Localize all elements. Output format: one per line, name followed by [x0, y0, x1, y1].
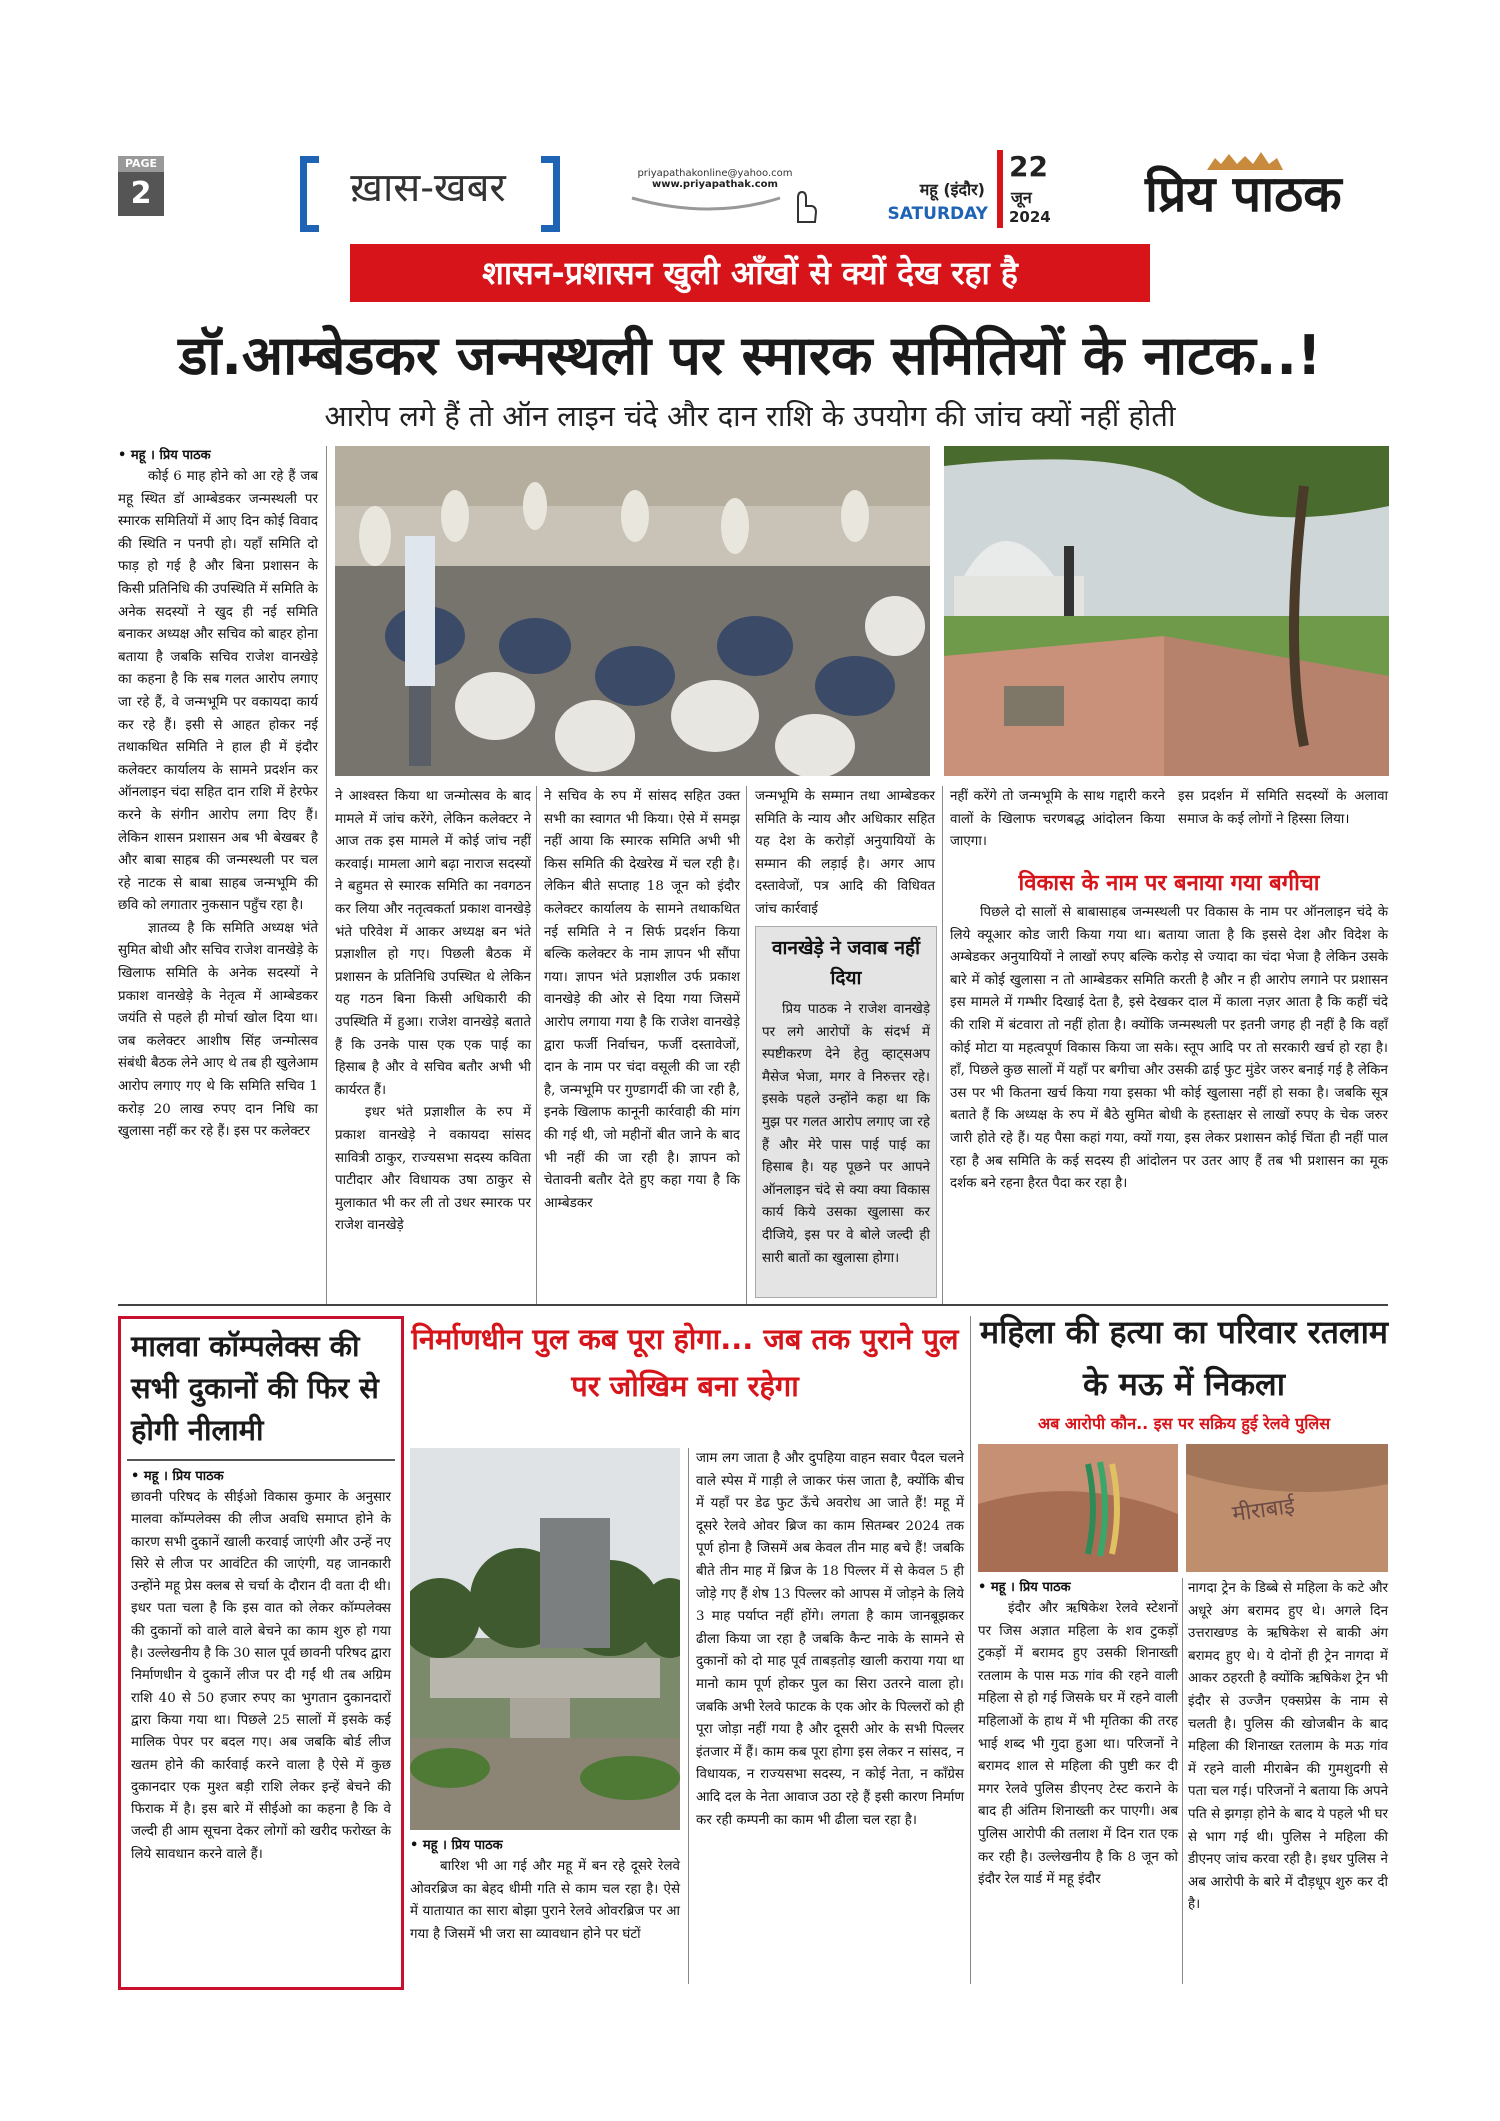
weekday-label: SATURDAY: [887, 204, 988, 224]
col-rule: [1182, 1578, 1183, 1984]
kicker-bar: [350, 244, 1150, 302]
logo: [1145, 150, 1395, 230]
lead-headline: डॉ.आम्बेडकर जन्मस्थली पर स्मारक समितियों के नाटक..!: [178, 324, 1322, 387]
protest-photo: [335, 446, 930, 776]
city-label: महू (इंदौर): [919, 180, 985, 199]
col-rule: [688, 1448, 689, 1984]
lead-column-5: [950, 786, 1165, 854]
page-label-block: [118, 156, 164, 226]
murder-text-1: इंदौर और ऋषिकेश रेलवे स्टेशनों पर जिस अज्ञात महिला के शव टुकड़ों टुकड़ों में बरामद हुए उसकी शिनाख्ती रतलाम के पास मऊ गांव की रहने वाली महिला से हो गई जिसके घर में रहने वाली महिलाओं के हाथ में भी मृतिका की तरह भाई शब्द भी गुदा हुआ था। परिजनों ने बरामद शाल से महिला की पुष्टी कर दी मगर रेलवे पुलिस डीएनए टेस्ट कराने के बाद ही अंतिम शिनाख्ती कर पाएगी। अब पुलिस आरोपी की तलाश में दिन रात एक कर रही है। उल्लेखनीय है कि 8 जून को इंदौर रेल यार्ड में महू इंदौर: [978, 1601, 1178, 1888]
murder-title: महिला की हत्या का परिवार रतलाम के मऊ में निकला: [979, 1313, 1389, 1403]
malwa-title: मालवा कॉम्पलेक्स की सभी दुकानों की फिर से होगी नीलामी: [131, 1329, 379, 1447]
bridge-text-2: जाम लग जाता है और दुपहिया वाहन सवार पैदल चलने वाले स्पेस में गाड़ी ले जाकर फंस जाता है, क्योंकि बीच में यहाँ पर डेढ फुट ऊँचे अवरोध आ जाते हैं! महू में दूसरे रेलवे ओवर ब्रिज का काम सितम्बर 2024 तक पूर्ण होना है जिसमें अब केवल तीन माह बचे हैं! जबकि बीते तीन माह में ब्रिज के 18 पिल्लर में से केवल 5 ही जोड़े गए हैं शेष 13 पिल्लर को आपस में जोड़ने के लिये 3 माह पर्याप्त नहीं होंगे। लगता है काम जानबूझकर ढीला किया जा रहा है जबकि कैन्ट नाके के सामने से दुकानों को दो माह पूर्व ताबड़तोड़ खाली कराया गया था मानो काम पूर्ण होकर पुल का सिरा उतरने वाला हो। जबकि अभी रेलवे फाटक के एक ओर के पिल्लरों को ही पूरा जोड़ा नहीं गया है और दूसरी ओर के सभी पिल्लर इंतजार में हैं। काम कब पूरा होगा इस लेकर न सांसद, न विधायक, न राज्यसभा सदस्य, न कोई नेता, न काँग्रेस आदि दल के नेता आवाज उठा रहे हैं इसी कारण निर्माण कर रही कम्पनी का काम भी ढीला चल रहा है।: [696, 1451, 964, 1828]
bracket-right: [541, 156, 560, 232]
bridge-column-2: [696, 1448, 964, 1832]
section-title-box: [300, 156, 560, 222]
date-divider: [997, 150, 1003, 228]
reply-box-text: प्रिय पाठक ने राजेश वानखेड़े पर लगे आरोपों के संदर्भ में स्पष्टीकरण देने हेतु व्हाट्सअप मैसेज भेजा, मगर वे निरुत्तर रहे। इसके पहले उन्होंने कहा था कि मुझ पर गलत आरोप लगाए जा रहे हैं और मेरे पास पाई पाई का हिसाब है। यह पूछने पर आपने ऑनलाइन चंदे से क्या क्या विकास कार्य किये उसका खुलासा कर दीजिये, इस पर वे बोले जल्दी ही सारी बातों का खुलासा होगा।: [762, 1002, 930, 1266]
bridge-byline: • महू । प्रिय पाठक: [410, 1838, 503, 1853]
bridge-photo: [410, 1448, 680, 1830]
logo-text: प्रिय पाठक: [1145, 164, 1342, 223]
section-title: ख़ास-खबर: [350, 165, 506, 211]
tattoo-photo: [1186, 1444, 1388, 1572]
email-text: priyapathakonline@yahoo.com: [637, 168, 793, 179]
col-rule: [942, 786, 943, 1306]
contact-block: [610, 168, 820, 228]
murder-subhead: अब आरोपी कौन.. इस पर सक्रिय हुई रेलवे पुलिस: [1037, 1414, 1331, 1433]
reply-box: [755, 926, 937, 1298]
lead-col4-text: जन्मभूमि के सम्मान तथा आम्बेडकर समिति के न्याय और अधिकार सहित यह देश के करोड़ों अनुयायियों के सम्मान की लड़ाई है। अगर आप दस्तावेजों, पत्र आदि की विधिवत जांच कार्रवाई: [755, 789, 935, 917]
lead-col3-text: ने सचिव के रुप में सांसद सहित उक्त सभी का स्वागत भी किया। ऐसे में समझ नहीं आया कि स्मारक समिति अभी भी किस समिति की देखरेख में चल रही है। लेकिन बीते सप्ताह 18 जून को इंदौर कलेक्टर कार्यालय के सामने तथाकथित नई समिति ने न सिर्फ प्रदर्शन किया बल्कि कलेक्टर के नाम ज्ञापन भी सौंपा गया। ज्ञापन भंते प्रज्ञाशील उर्फ प्रकाश वानखेड़े की ओर से दिया गया जिसमें आरोप लगाया गया है कि राजेश वानखेड़े द्वारा फर्जी निर्वाचन, फर्जी दस्तावेजों, दान के नाम पर चंदा वसूली की जा रही है, जन्मभूमि पर गुण्डागर्दी की जा रही है, इनके खिलाफ कानूनी कार्रवाही की मांग की गई थी, जो महीनों बीत जाने के बाद भी नहीं की जा रही है। ज्ञापन को चेतावनी बतौर देते हुए कहा गया है कि आम्बेडकर: [544, 789, 740, 1211]
malwa-text: छावनी परिषद के सीईओ विकास कुमार के अनुसार मालवा कॉम्पलेक्स की लीज अवधि समाप्त होने के कारण सभी दुकानें खाली करवाई जाएंगी और उन्हें नए सिरे से लीज पर आवंटित की जाएंगी, यह जानकारी उन्होंने महू प्रेस क्लब से चर्चा के दौरान दी वता दी थी। इधर पता चला है कि इस वात को लेकर कॉम्पलेक्स की दुकानों को वाले वाले बेचने का काम शुरु हो गया है। उल्लेखनीय है कि 30 साल पूर्व छावनी परिषद द्वारा निर्माणधीन ये दुकानें लीज पर दी गईं थी तब अग्रिम राशि 40 से 50 हजार रुपए का भुगतान दुकानदारों द्वारा किया गया था। पिछले 25 सालों में इसके कई मालिक पेपर पर बदल गए। अब जबकि बोर्ड लीज खतम होने की कार्रवाई करने वाला है ऐसे में कुछ दुकानदार एक मुश्त बड़ी राशि लेकर इन्हें बेचने की फिराक में है। इस बारे में सीईओ का कहना है कि वे जल्दी ही आम सूचना देकर लोगों को खरीद फरोख्त के लिये सावधान करने वाले हैं।: [131, 1490, 391, 1862]
lead-byline: • महू । प्रिय पाठक: [118, 448, 211, 463]
lead-col6-text: इस प्रदर्शन में समिति सदस्यों के अलावा समाज के कई लोगों ने हिस्सा लिया।: [1178, 789, 1388, 827]
lead-column-4: [755, 786, 935, 922]
lead-column-3: [544, 786, 740, 1215]
col-rule: [970, 1316, 971, 1984]
website-text: www.priyapathak.com: [652, 179, 778, 190]
date-year: 2024: [1009, 208, 1051, 226]
lead-column-1: [118, 446, 318, 1144]
bracket-left: [300, 156, 319, 232]
memorial-garden-photo: [944, 446, 1389, 776]
bridge-photo-art: [410, 1448, 680, 1830]
page-label: PAGE: [118, 156, 164, 172]
murder-byline: • महू । प्रिय पाठक: [978, 1580, 1071, 1595]
col-rule: [746, 786, 747, 1306]
malwa-byline: • महू । प्रिय पाठक: [131, 1469, 224, 1484]
lead-col2b-text: इधर भंते प्रज्ञाशील के रुप में प्रकाश वानखेड़े ने वकायदा सांसद सावित्री ठाकुर, राज्यसभा सदस्य कविता पाटीदार और विधायक उषा ठाकुर से मुलाकात भी कर ली तो उधर स्मारक पर राजेश वानखेड़े: [335, 1105, 531, 1234]
garden-sidebar-text: पिछले दो सालों से बाबासाहब जन्मस्थली पर विकास के नाम पर ऑनलाइन चंदे के लिये क्यूआर कोड जारी किया गया था। बताया जाता है कि इससे देश और विदेश के अम्बेडकर अनुयायियों ने लाखों रुपए बल्कि करोड़ से ज्यादा का चंदा भेजा है लेकिन उसके बारे में कोई खुलासा न तो आम्बेडकर समिति करती है और न ही आरोप लगाने पर प्रशासन इस मामले में गम्भीर दिखाई देता है, इसे देखकर दाल में काला नज़र आता है कि कहीं चंदे की राशि में बंटवारा तो नहीं होता है। क्योंकि जन्मस्थली पर इतनी जगह ही नहीं है कि वहाँ कोई मोटा या महत्वपूर्ण विकास किया जा सके। स्तूप आदि पर तो सरकारी खर्च हो रहा है। हाँ, पिछले कुछ सालों में यहाँ पर बगीचा और उसकी ढाई फुट मुंडेर जरुर बनाई गई है लेकिन उस पर भी कितना खर्च किया गया इसका भी कोई खुलासा नहीं हो सका है। जबकि सूत्र बताते हैं कि अध्यक्ष के रुप में बैठे सुमित बोधी के हस्ताक्षर से लाखों रुपए के चेक जरुर जारी होते रहे हैं। यह पैसा कहां गया, क्यों गया, इस लेकर प्रशासन कोई चिंता ही नहीं पाल रहा है अब समिति के कई सदस्य ही आंदोलन पर उतर आए हैं तब भी प्रशासन का मूक दर्शक बने रहना हैरत पैदा कर रहा है।: [950, 905, 1388, 1192]
lead-column-6: [1178, 786, 1388, 831]
date-month: जून: [1011, 188, 1032, 207]
swoosh-icon: [630, 194, 790, 212]
kicker-text: शासन-प्रशासन खुली आँखों से क्यों देख रहा है: [482, 254, 1018, 292]
lead-column-2: [335, 786, 531, 1238]
col-rule: [326, 446, 327, 1306]
bridge-title: निर्माणधीन पुल कब पूरा होगा... जब तक पुराने पुल पर जोखिम बना रहेगा: [411, 1322, 959, 1403]
lead-col2-text: ने आश्वस्त किया था जन्मोत्सव के बाद मामले में जांच करेंगे, लेकिन कलेक्टर ने आज तक इस मामले में कोई जांच नहीं करवाई। मामला आगे बढ़ा नाराज सदस्यों ने बहुमत से स्मारक समिति का नवगठन कर लिया और नतृत्वकर्ता प्रकाश वानखेड़े भंते परिवेश में आकर अध्यक्ष बन भंते प्रज्ञाशील हो गए। पिछली बैठक में प्रशासन के प्रतिनिधि उपस्थित थे लेकिन यह गठन बिना किसी अधिकारी की उपस्थिति में हुआ। राजेश वानखेड़े बताते हैं कि उनके पास एक एक पाई का हिसाब है और वे सचिव बतौर अभी भी कार्यरत हैं।: [335, 789, 531, 1098]
murder-column-2: [1188, 1578, 1388, 1917]
bridge-text-1: बारिश भी आ गई और महू में बन रहे दूसरे रेलवे ओवरब्रिज का बेहद धीमी गति से काम चल रहा है। ऐसे में यातायात का सारा बोझा पुराने रेलवे ओवरब्रिज पर आ गया है जिसमें भी जरा सा व्यावधान होने पर घंटों: [410, 1859, 680, 1942]
col-rule: [536, 786, 537, 1306]
protest-photo-art: [335, 446, 930, 776]
lead-col5-text: नहीं करेंगे तो जन्मभूमि के साथ गद्दारी करने वालों के खिलाफ चरणबद्ध आंदोलन किया जाएगा।: [950, 789, 1165, 850]
pointer-hand-icon: [788, 186, 818, 224]
murder-text-2: नागदा ट्रेन के डिब्बे से महिला के कटे और अधूरे अंग बरामद हुए थे। अगले दिन उत्तराखण्ड के ऋषिकेश से बाकी अंग बरामद हुए थे। ये दोनों ही ट्रेन नागदा में आकर ठहरती है क्योंकि ऋषिकेश ट्रेन भी इंदौर से उज्जैन एक्सप्रेस के नाम से चलती है। पुलिस की खोजबीन के बाद महिला की शिनाख्त रतलाम के मऊ गांव में रहने वाली मीराबेन की गुमशुदगी से पता चल गई। परिजनों ने बताया कि अपने पति से झगड़ा होने के बाद ये पहले भी घर से भाग गई थी। पुलिस ने महिला की डीएनए जांच करवा रही है। इधर पुलिस ने अब आरोपी के बारे में दौड़धूप शुरु कर दी है।: [1188, 1581, 1388, 1913]
lead-col1b-text: ज्ञातव्य है कि समिति अध्यक्ष भंते सुमित बोधी और सचिव राजेश वानखेड़े के खिलाफ समिति के अनेक सदस्यों ने प्रकाश वानखेड़े के नेतृत्व में आम्बेडकर जयंति से पहले ही मोर्चा खोल दिया था। जब कलेक्टर आशीष सिंह जन्मोत्सव संबंधी बैठक लेने आए थे तब ही खुलेआम आरोप लगाए गए थे कि समिति सचिव 1 करोड़ 20 लाख रुपए दान निधि का खुलासा नहीं कर रहे हैं। इस पर कलेक्टर: [118, 920, 318, 1140]
bangles-photo: [978, 1444, 1178, 1572]
page-number: 2: [118, 172, 164, 216]
bridge-column-1: [410, 1836, 680, 1946]
bangles-photo-art: [978, 1444, 1178, 1572]
murder-column-1: [978, 1578, 1178, 1892]
date-day: 22: [1009, 150, 1048, 183]
date-block: [875, 150, 1075, 230]
garden-sidebar-title: विकास के नाम पर बनाया गया बगीचा: [1018, 871, 1320, 896]
reply-box-title: वानखेड़े ने जवाब नहीं दिया: [771, 937, 921, 989]
lead-subhead: आरोप लगे हैं तो ऑन लाइन चंदे और दान राशि के उपयोग की जांच क्यों नहीं होती: [324, 399, 1176, 433]
tattoo-text: मीराबाई: [1230, 1493, 1297, 1528]
memorial-garden-photo-art: [944, 446, 1389, 776]
lead-col1-text: कोई 6 माह होने को आ रहे हैं जब महू स्थित डॉ आम्बेडकर जन्मस्थली पर स्मारक समितियों में आए दिन कोई विवाद की स्थिति न पनपी हो। यहाँ समिति दो फाड़ हो गई है और बिना प्रशासन के किसी प्रतिनिधि की उपस्थिति में समिति के अनेक सदस्यों ने खुद ही नई समिति बनाकर अध्यक्ष और सचिव को बाहर होना बताया है जबकि सचिव राजेश वानखेड़े का कहना है कि सब गलत आरोप लगाए जा रहे हैं, वे जन्मभूमि पर वकायदा कार्य कर रहे हैं। इसी से आहत होकर नई तथाकथित समिति ने हाल ही में इंदौर कलेक्टर कार्यालय के सामने प्रदर्शन कर ऑनलाइन चंदा सहित दान राशि में हेरफेर करने के संगीन आरोप लगा दिए हैं। लेकिन शासन प्रशासन अब भी बेखबर है और बाबा साहब की जन्मस्थली पर चल रहे नाटक से बाबा साहब जन्मभूमि की छवि को लगातार नुकसान पहुँच रहा है।: [118, 469, 318, 914]
garden-sidebar: [950, 866, 1388, 1196]
malwa-story-box: [118, 1316, 404, 1990]
